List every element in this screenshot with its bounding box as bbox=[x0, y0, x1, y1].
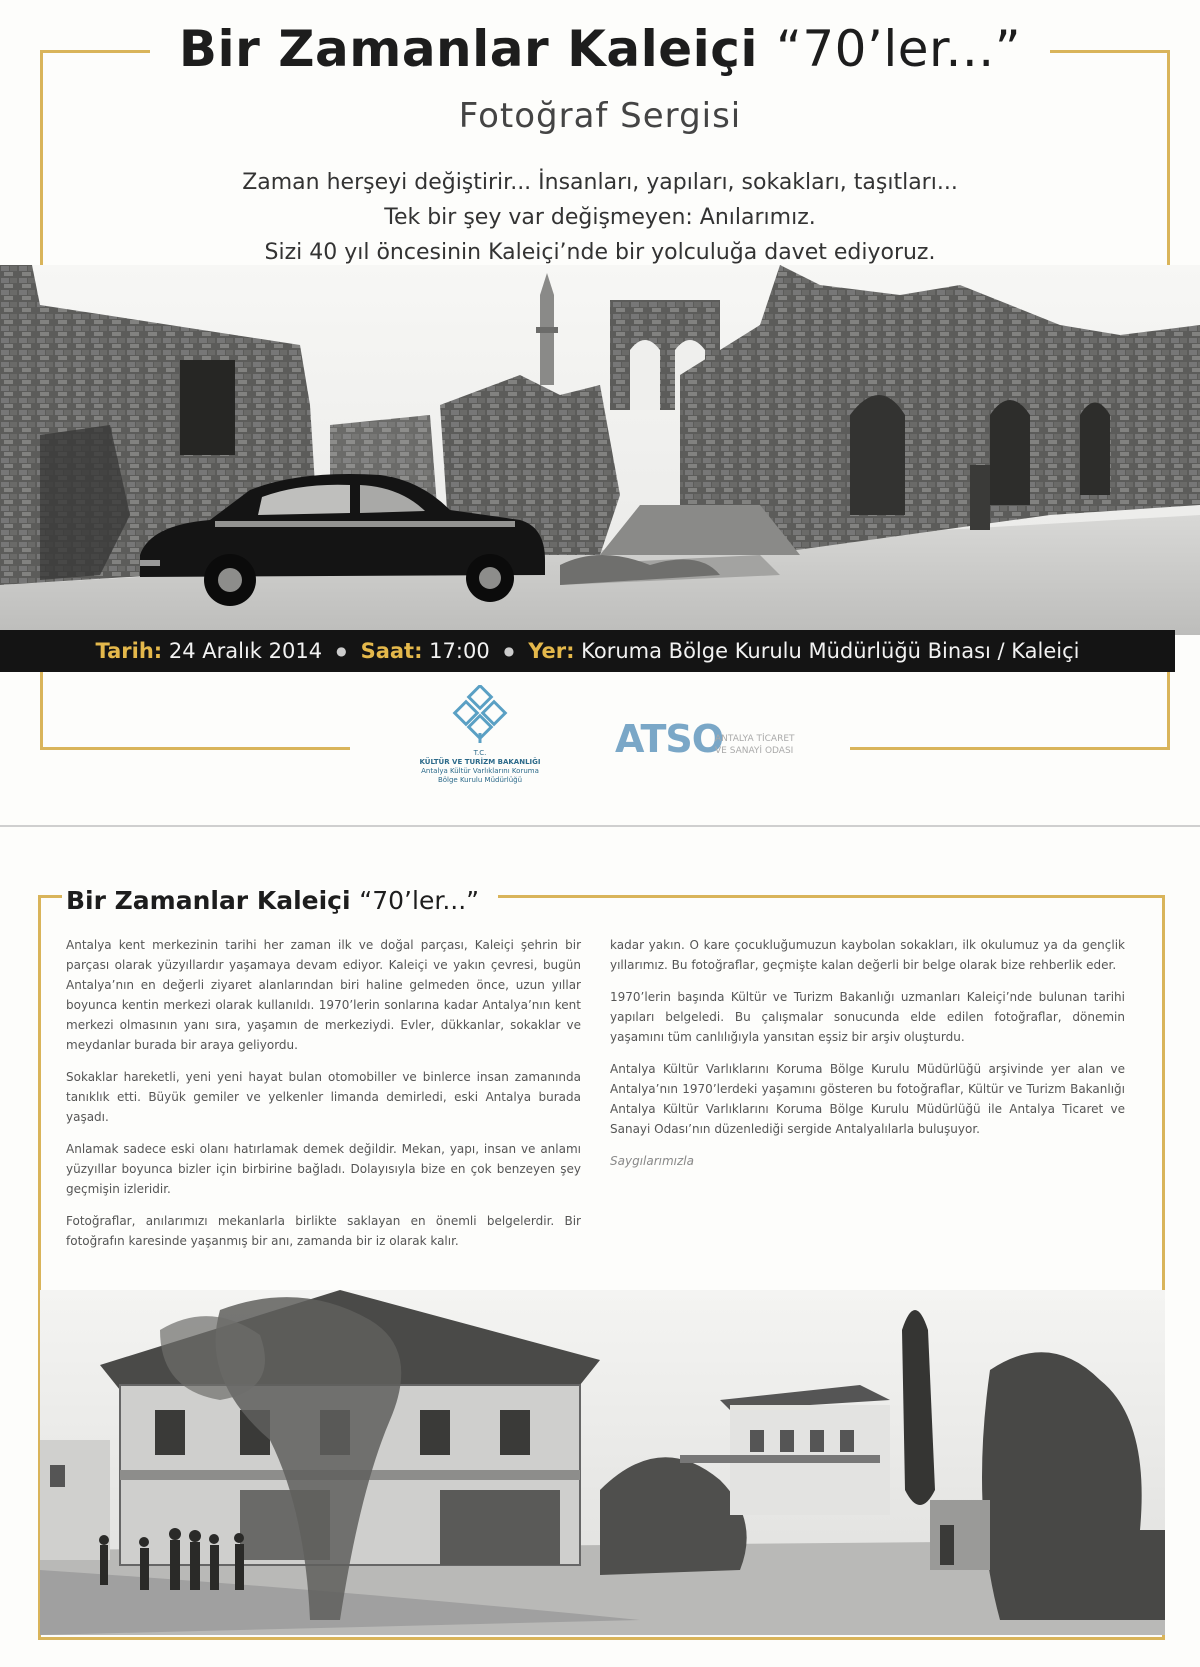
atso-subtitle bbox=[715, 733, 795, 757]
invitation-title bbox=[0, 20, 1200, 78]
article-paragraph: kadar yakın. O kare çocukluğumuzun kaybolan sokakları, ilk okulumuz ya da gençlik yıllarımız. Bu fotoğraflar, geçmişte kalan değerli bir belge olarak bize rehberlik eder. bbox=[610, 938, 1125, 972]
kaleici-street-photo bbox=[40, 1290, 1165, 1635]
intro-line: Tek bir şey var değişmeyen: Anılarımız. bbox=[384, 205, 816, 230]
ministry-emblem-icon bbox=[450, 685, 510, 745]
article-paragraph: 1970’lerin başında Kültür ve Turizm Bakanlığı uzmanları Kaleiçi’nde bulunan tarihi yapıları belgeledi. Bu çalışmalar sonucunda elde edilen fotoğraflar, dönemin yaşamını tüm canlılığıyla yansıtan eşsiz bir arşiv oluşturdu. bbox=[610, 990, 1125, 1044]
title-sub: “70’ler...” bbox=[359, 886, 480, 915]
atso-line: ANTALYA TİCARET bbox=[715, 734, 795, 744]
atso-line: VE SANAYİ ODASI bbox=[715, 746, 794, 756]
ministry-line: KÜLTÜR VE TURİZM BAKANLIĞI bbox=[419, 758, 541, 766]
ministry-line: T.C. bbox=[473, 749, 487, 757]
invitation-subtitle: Fotoğraf Sergisi bbox=[458, 96, 742, 136]
time-value: 17:00 bbox=[429, 639, 490, 663]
page-separator bbox=[0, 825, 1200, 827]
atso-name: ATSO bbox=[615, 717, 724, 761]
event-info-bar bbox=[0, 630, 1175, 672]
article-paragraph: Fotoğraflar, anılarımızı mekanlarla birlikte saklayan en önemli belgelerdir. Bir fotoğrafın karesinde yaşanmış bir anı, zamanda bir iz olarak kalır. bbox=[66, 1214, 581, 1248]
article-paragraph: Anlamak sadece eski olanı hatırlamak demek değildir. Mekan, yapı, insan ve anlamı yüzyıllar boyunca bizler için birbirine bağladı. Dolayısıyla bize en çok benzeyen şey geçmişin izleridir. bbox=[66, 1142, 581, 1196]
place-label: Yer: bbox=[528, 639, 575, 663]
article-column-left bbox=[66, 935, 581, 1263]
kaleici-ruins-photo bbox=[0, 265, 1200, 635]
ministry-line: Bölge Kurulu Müdürlüğü bbox=[437, 776, 523, 784]
date-label: Tarih: bbox=[95, 639, 163, 663]
time-label: Saat: bbox=[360, 639, 423, 663]
title-main: Bir Zamanlar Kaleiçi bbox=[178, 20, 759, 78]
atso-logo bbox=[615, 715, 855, 775]
article-paragraph: Antalya kent merkezinin tarihi her zaman ilk ve doğal parçası, Kaleiçi şehrin bir parçası olarak yüzyıllardır yaşamaya devam ediyor. Kaleiçi ve yakın çevresi, bugün Antalya’nın en değerli ziyaret alanlarından biri haline gelmeden önce, uzun yıllar boyunca kentin merkezi olarak kullanıldı. 1970’lerin sonlarına kadar Antalya’nın kent merkezi olmasının yanı sıra, yaşamın de merkeziydi. Evler, dükkanlar, sokaklar ve meydanlar burada bir araya geliyordu. bbox=[66, 938, 581, 1052]
article-paragraph: Antalya Kültür Varlıklarını Koruma Bölge Kurulu Müdürlüğü arşivinde yer alan ve Antalya’nın 1970’lerdeki yaşamını gösteren bu fotoğraflar, Kültür ve Turizm Bakanlığı Antalya Kültür Varlıklarını Koruma Bölge Kurulu Müdürlüğü ile Antalya Ticaret ve Sanayi Odası’nın düzenlediği sergide Antalyalılarla buluşuyor. bbox=[610, 1062, 1125, 1136]
article-signature: Saygılarımızla bbox=[610, 1154, 694, 1168]
article-paragraph: Sokaklar hareketli, yeni yeni hayat bulan otomobiller ve binlerce insan zamanında tanıklık etti. Büyük gemiler ve yelkenler limanda demirledi, eski Antalya burada yaşadı. bbox=[66, 1070, 581, 1124]
bullet-icon: ● bbox=[336, 644, 347, 658]
title-sub: “70’ler...” bbox=[775, 20, 1022, 78]
bullet-icon: ● bbox=[503, 644, 515, 658]
title-main: Bir Zamanlar Kaleiçi bbox=[66, 886, 351, 915]
intro-line: Sizi 40 yıl öncesinin Kaleiçi’nde bir yolculuğa davet ediyoruz. bbox=[264, 240, 936, 265]
article-title bbox=[66, 886, 479, 915]
intro-line: Zaman herşeyi değiştirir... İnsanları, yapıları, sokakları, taşıtları... bbox=[242, 170, 958, 195]
date-value: 24 Aralık 2014 bbox=[168, 639, 323, 663]
ministry-logo bbox=[400, 685, 560, 805]
ministry-line: Antalya Kültür Varlıklarını Koruma bbox=[421, 767, 539, 775]
article-column-right bbox=[610, 935, 1125, 1183]
place-value: Koruma Bölge Kurulu Müdürlüğü Binası / Kaleiçi bbox=[581, 639, 1080, 663]
